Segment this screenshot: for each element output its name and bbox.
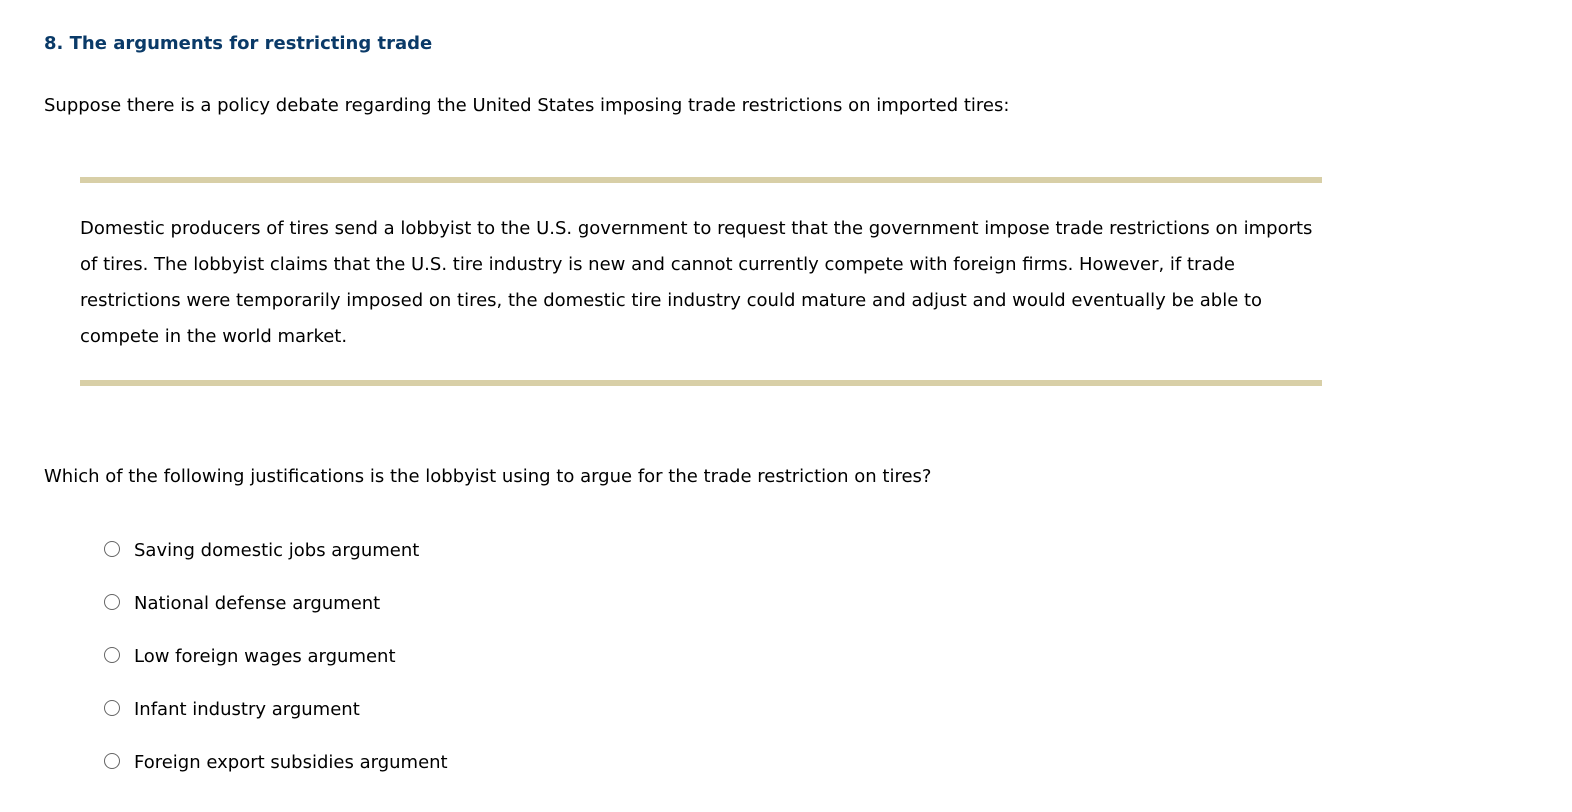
radio-button[interactable] [104, 594, 120, 610]
option-saving-domestic-jobs[interactable] [104, 524, 448, 577]
option-label[interactable]: Saving domestic jobs argument [134, 540, 420, 561]
radio-button[interactable] [104, 700, 120, 716]
radio-button[interactable] [104, 541, 120, 557]
question-intro: Suppose there is a policy debate regarding the United States imposing trade restrictions on imported tires: [44, 95, 1010, 116]
option-label[interactable]: Foreign export subsidies argument [134, 752, 448, 773]
option-foreign-export-subsidies[interactable] [104, 736, 448, 789]
scenario-top-divider [80, 177, 1322, 183]
option-label[interactable]: Infant industry argument [134, 699, 360, 720]
question-title: 8. The arguments for restricting trade [44, 33, 433, 54]
radio-button[interactable] [104, 753, 120, 769]
radio-button[interactable] [104, 647, 120, 663]
option-national-defense[interactable] [104, 577, 448, 630]
option-low-foreign-wages[interactable] [104, 630, 448, 683]
option-infant-industry[interactable] [104, 683, 448, 736]
option-label[interactable]: Low foreign wages argument [134, 646, 396, 667]
scenario-bottom-divider [80, 380, 1322, 386]
question-prompt: Which of the following justifications is the lobbyist using to argue for the trade restriction on tires? [44, 466, 932, 487]
scenario-text: Domestic producers of tires send a lobbyist to the U.S. government to request that the government impose trade restrictions on imports of tires. The lobbyist claims that the U.S. tire industry is new and cannot currently compete with foreign firms. However, if trade restrictions were temporarily imposed on tires, the domestic tire industry could mature and adjust and would eventually be able to compete in the world market. [80, 218, 1313, 347]
answer-options [104, 524, 448, 789]
option-label[interactable]: National defense argument [134, 593, 381, 614]
